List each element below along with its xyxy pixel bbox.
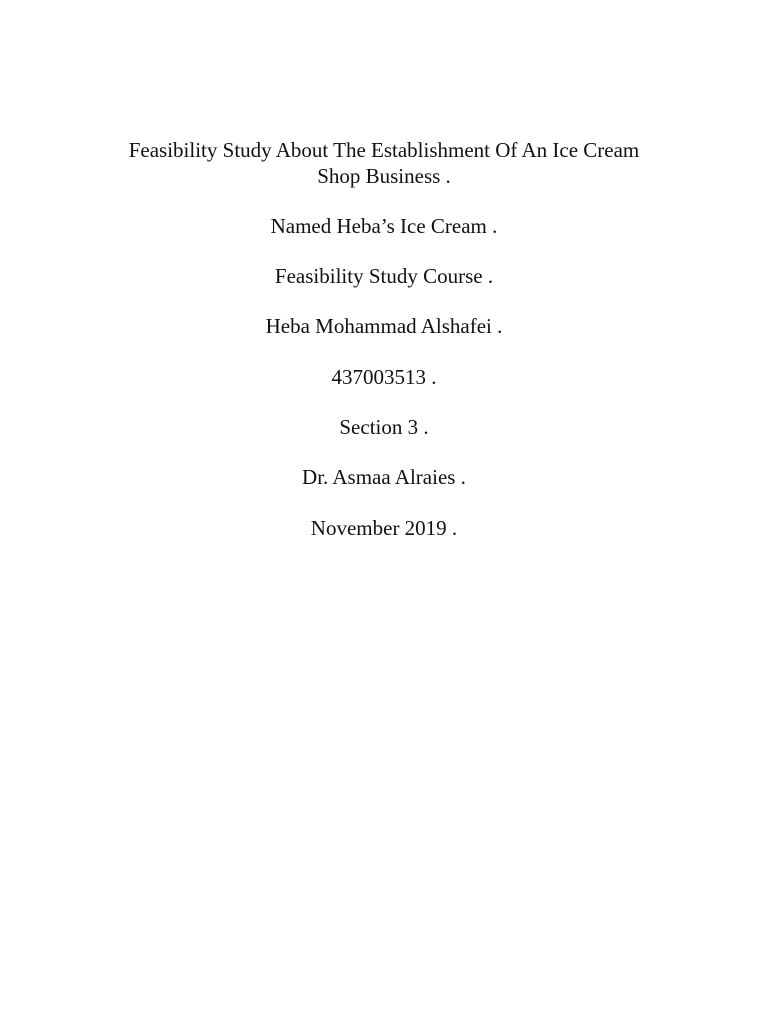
title-line-2: Shop Business . xyxy=(317,164,451,188)
title-line-1: Feasibility Study About The Establishment Of An Ice Cream xyxy=(128,138,640,162)
shop-name: Named Heba’s Ice Cream . xyxy=(270,214,498,238)
document-title xyxy=(60,137,708,189)
student-id: 437003513 . xyxy=(331,365,437,389)
instructor-name: Dr. Asmaa Alraies . xyxy=(302,465,466,489)
submission-date: November 2019 . xyxy=(310,516,458,540)
course-name: Feasibility Study Course . xyxy=(274,264,494,288)
student-name: Heba Mohammad Alshafei . xyxy=(265,314,503,338)
section-number: Section 3 . xyxy=(339,415,429,439)
